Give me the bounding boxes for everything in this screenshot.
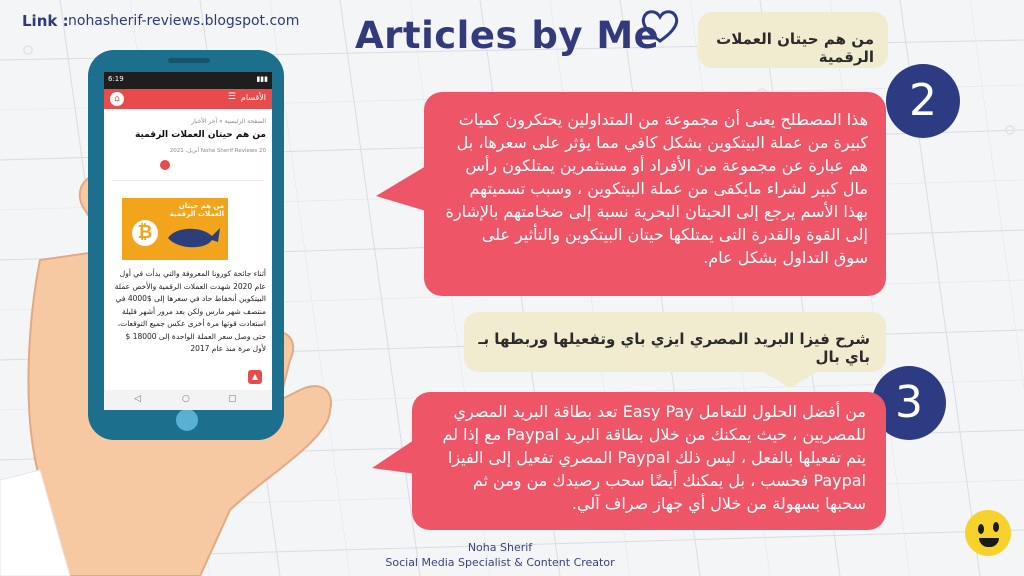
status-bar [104,72,272,89]
article-image-caption: من هم حيتان العملات الرقمية [169,202,224,218]
article-2-number: 2 [886,64,960,138]
hamburger-icon[interactable]: ☰ [227,92,236,102]
article-2-heading[interactable]: من هم حيتان العملات الرقمية [716,30,874,66]
author-role: Social Media Specialist & Content Creator [385,556,615,569]
post-meta: Noha Sherif Reviews 20 أبريل، 2021 [169,148,266,154]
smiley-emoji-icon [965,510,1011,556]
divider [112,180,264,181]
post-excerpt: أثناء جائحة كورونا المعروفة والتي بدأت في أول عام 2020 شهدت العملات الرقمية والأخص عملة البيتكوين أنخفاط حاد في سعرها إلى $4000 في منتصف شهر مارس ولكن بعد مرور أشهر قليلة استعادت قوتها مرة أخرى عكس جميع التوقعات، حتى وصل سعر العملة الواحدة إلى 18000 $ لأول مرة منذ عام 2017 [114,269,266,353]
breadcrumb[interactable]: الصفحة الرئيسية » آخر الأخبار [191,118,266,125]
blog-link[interactable]: nohasherif-reviews.blogspot.com [68,13,300,29]
whale-icon [166,222,222,252]
menu-label[interactable]: الأقسام [240,93,266,102]
phone-screen [104,72,272,410]
battery-icon: ▮▮▮ [256,75,268,83]
share-icon[interactable] [160,160,170,170]
status-time: 6:19 [108,75,124,83]
article-3-body: من أفضل الحلول للتعامل Easy Pay تعد بطاقة البريد المصري للمصريين ، حيث يمكنك من خلال بطاقة البريد Paypal مع إذا لم يتم تفعيلها بالفعل ، ليس ذلك Paypal المصري تفعيل إلى الفيزا Paypal فحسب ، بل يمكنك أيضًا سحب رصيدك من ومن ثم سحبها بسهولة من خلال أي جهاز صراف آلي. [442,402,866,513]
article-3-heading-note [464,312,886,372]
post-title[interactable]: من هم حيتان العملات الرقمية [135,130,266,140]
scroll-top-button[interactable]: ▲ [248,370,262,384]
nav-bar [104,390,272,410]
home-nav-icon[interactable]: ○ [182,394,190,404]
article-image[interactable] [122,198,228,260]
recents-nav-icon[interactable]: ▢ [228,394,237,404]
heart-icon [640,8,680,44]
note-tail-3 [760,370,820,390]
page-title: Articles by Me [355,14,660,57]
home-icon[interactable]: ⌂ [110,92,124,106]
phone-speaker [168,58,210,63]
article-3-heading[interactable]: شرح فيزا البريد المصري ايزي باي وتفعيلها وربطها بـ باي بال [478,330,870,366]
article-2-heading-note [698,12,888,68]
footer [380,540,620,570]
app-bar [104,89,272,109]
author-name: Noha Sherif [467,541,533,554]
article-3-number: 3 [872,366,946,440]
bitcoin-icon: ₿ [132,220,158,246]
article-2-body-bubble [424,92,886,296]
article-2-body: هذا المصطلح يعنى أن مجموعة من المتداولين يحتكرون كميات كبيرة من عملة البيتكوين بشكل كافي مما يؤثر على سعرها، بل هم عبارة عن مجموعة من الأفراد أو مستثمرين يمتلكون رأس مال كبير لشراء مايكفى من عملة البيتكوين ، وسبب تسميتهم بهذا الأسم يرجع إلى الحيتان البحرية نسبة إلى ضخامتهم بالإشارة إلى القوة والقدرة التى يمتلكها حيتان البيتكوين والتأثير على سوق التداول بشكل عام. [445,110,868,267]
back-nav-icon[interactable]: ◁ [134,394,141,404]
article-3-body-bubble [412,392,886,530]
link-label: Link : [22,12,69,30]
phone-home-button[interactable] [176,409,198,431]
